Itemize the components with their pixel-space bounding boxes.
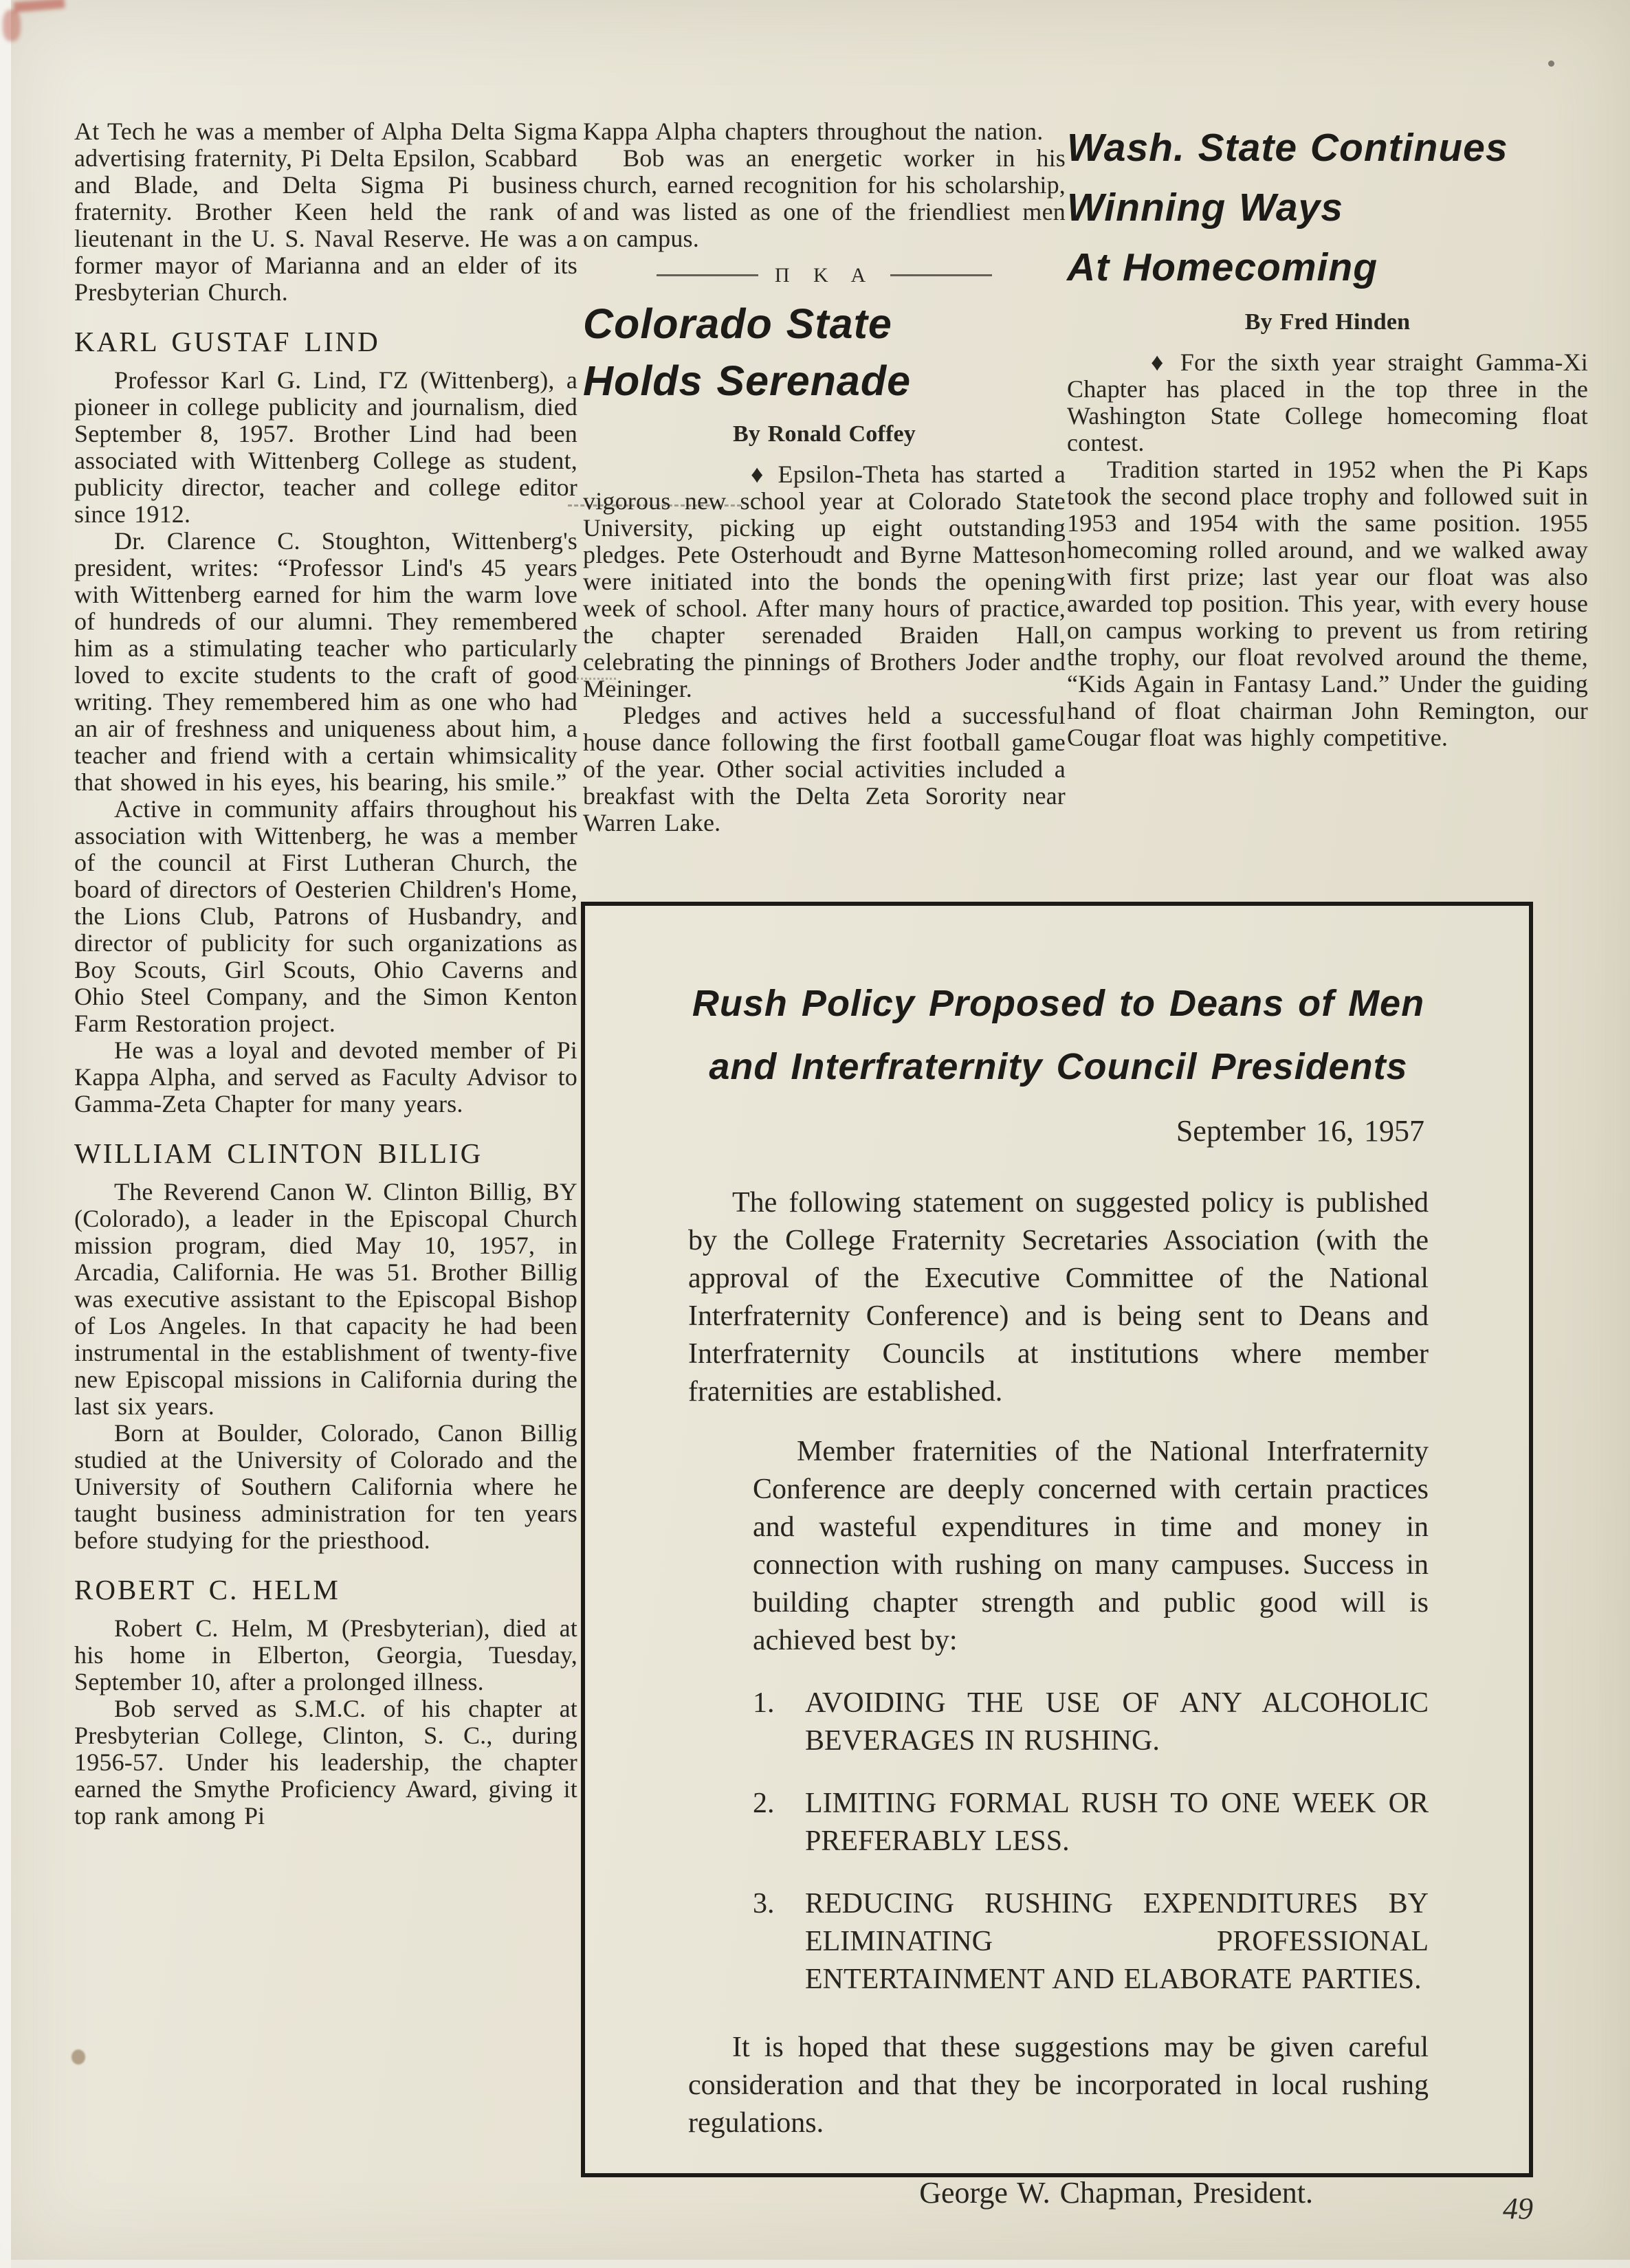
policy-title [688, 972, 1429, 1098]
obituary-paragraph: Kappa Alpha chapters throughout the nation. [583, 118, 1044, 145]
policy-closing: It is hoped that these suggestions may be given careful consideration and that they be incorporated in local rushing regulations. [688, 2032, 1429, 2139]
paper-speck [1548, 60, 1554, 67]
policy-paragraph: Member fraternities of the National Interfraternity Conference are deeply concerned with certain practices and wasteful expenditures in time and money in connection with rushing on many campuses. Success in building chapter strength and public good will is achieved best by: [753, 1436, 1429, 1656]
obituary-continuation [583, 118, 1066, 252]
obituary-paragraph: Bob served as S.M.C. of his chapter at Presbyterian College, Clinton, S. C., during 1956-57. Under his leadership, the chapter earned the Smythe Proficiency Award, giving it top rank among Pi [74, 1695, 577, 1830]
headline-line: Wash. State Continues [1067, 126, 1508, 170]
obituary-paragraph: Professor Karl G. Lind, ΓΖ (Wittenberg), a pioneer in college publicity and journalism, died September 8, 1957. Brother Lind had been associated with Wittenberg College as student, publicity director, teacher and college editor since 1912. [74, 366, 577, 528]
obituary-section-heading: ROBERT C. HELM [74, 1574, 340, 1605]
obituary-paragraph: He was a loyal and devoted member of Pi Kappa Alpha, and served as Faculty Advisor to Gamma-Zeta Chapter for many years. [74, 1036, 577, 1118]
news-paragraph: ♦ For the sixth year straight Gamma-Xi Chapter has placed in the top three in the Washington State College homecoming float contest. [1067, 348, 1588, 456]
policy-item [753, 1785, 1429, 1860]
policy-item-number: 3. [753, 1888, 775, 1920]
right-column [1067, 118, 1588, 751]
obituary-paragraph: Bob was an energetic worker in his church, earned recognition for his scholarship, and was listed as one of the friendliest men on campus. [583, 144, 1066, 252]
news-paragraph: Tradition started in 1952 when the Pi Kaps took the second place trophy and followed suit in 1953 and 1954 with the same position. 1955 homecoming rolled around, and we walked away with first prize; last year our float was also awarded top position. This year, with every house on campus working to prevent us from retiring the trophy, our float revolved around the theme, “Kids Again in Fantasy Land.” Under the guiding hand of float chairman John Remington, our Cougar float was highly competitive. [1067, 456, 1588, 751]
headline-line: Holds Serenade [583, 357, 912, 404]
red-ink-smudge [13, 0, 65, 12]
policy-signature: George W. Chapman, President. [919, 2176, 1313, 2210]
policy-item-text: REDUCING RUSHING EXPENDITURES BY ELIMINATING PROFESSIONAL ENTERTAINMENT AND ELABORATE PARTIES. [805, 1888, 1429, 1995]
obituary-paragraph: Dr. Clarence C. Stoughton, Wittenberg's president, writes: “Professor Lind's 45 years with Wittenberg earned for him the warm love of hundreds of our alumni. They remembered him as a stimulating teacher who particularly loved to excite students to the craft of good writing. They remembered him as one who had an air of freshness and uniqueness about him, a teacher and friend with a certain whimsicality that showed in his eyes, his bearing, his smile.” [74, 527, 577, 796]
headline-line: Rush Policy Proposed to Deans of Men [692, 983, 1425, 1024]
obituary-section-heading: WILLIAM CLINTON BILLIG [74, 1137, 483, 1169]
headline-line: and Interfraternity Council Presidents [709, 1046, 1408, 1087]
article-body [583, 461, 1066, 836]
policy-item-number: 1. [753, 1687, 775, 1719]
policy-item [753, 1885, 1429, 1999]
scan-edge-bottom [0, 2260, 1630, 2268]
headline-line: Colorado State [583, 300, 892, 347]
article-headline-wash-state [1067, 118, 1588, 298]
paper-stain [71, 2049, 85, 2065]
policy-date: September 16, 1957 [1176, 1114, 1424, 1148]
obituary-paragraph: Robert C. Helm, Μ (Presbyterian), died at his home in Elberton, Georgia, Tuesday, September 10, after a prolonged illness. [74, 1614, 577, 1696]
headline-line: Winning Ways [1067, 186, 1343, 230]
obituary-paragraph: At Tech he was a member of Alpha Delta Sigma advertising fraternity, Pi Delta Epsilon, Scabbard and Blade, and Delta Sigma Pi business fraternity. Brother Keen held the rank of lieutenant in the U. S. Naval Reserve. He was a former mayor of Marianna and an elder of its Presbyterian Church. [74, 118, 577, 306]
middle-column [583, 118, 1066, 836]
scan-edge-left [0, 0, 11, 2268]
article-byline: By Ronald Coffey [733, 421, 916, 447]
policy-list [753, 1685, 1429, 1999]
article-byline: By Fred Hinden [1244, 309, 1411, 335]
obituary-paragraph: Active in community affairs throughout his association with Wittenberg, he was a member of the council at First Lutheran Church, the board of directors of Oesterien Children's Home, the Lions Club, Patrons of Husbandry, and director of publicity for such organizations as Boy Scouts, Girl Scouts, Ohio Caverns and Ohio Steel Company, and the Simon Kenton Farm Restoration project. [74, 795, 577, 1037]
red-ink-smudge [3, 10, 21, 41]
divider-rule [890, 274, 992, 276]
policy-item [753, 1685, 1429, 1760]
page-number: 49 [1503, 2192, 1533, 2225]
obituary-section-heading: KARL GUSTAF LIND [74, 326, 380, 357]
obituary-sections [74, 326, 577, 1830]
pka-divider-label: Π Κ Α [774, 264, 874, 287]
news-paragraph: ♦ Epsilon-Theta has started a vigorous new school year at Colorado State University, picking up eight outstanding pledges. Pete Osterhoudt and Byrne Matteson were initiated into the bonds the opening week of school. After many hours of practice, the chapter serenaded Braiden Hall, celebrating the pinnings of Brothers Joder and Meininger. [583, 460, 1066, 702]
left-column [74, 118, 577, 1830]
divider-rule [657, 274, 758, 276]
article-headline-colorado-state [583, 296, 1066, 410]
obituary-paragraph: Born at Boulder, Colorado, Canon Billig studied at the University of Colorado and the University of Southern California where he taught business administration for ten years before studying for the priesthood. [74, 1419, 577, 1554]
policy-item-text: LIMITING FORMAL RUSH TO ONE WEEK OR PREFERABLY LESS. [805, 1788, 1429, 1857]
policy-paragraph: The following statement on suggested policy is published by the College Fraternity Secretaries Association (with the approval of the Executive Committee of the National Interfraternity Conference) and is being sent to Deans and Interfraternity Councils at institutions where member fraternities are established. [688, 1187, 1429, 1408]
pka-divider [583, 262, 1066, 289]
policy-item-number: 2. [753, 1788, 775, 1819]
headline-line: At Homecoming [1067, 245, 1378, 289]
news-paragraph: Pledges and actives held a successful house dance following the first football game of the year. Other social activities included a breakfast with the Delta Zeta Sorority near Warren Lake. [583, 702, 1066, 836]
obituary-paragraph: The Reverend Canon W. Clinton Billig, ΒΥ (Colorado), a leader in the Episcopal Church mission program, died May 10, 1957, in Arcadia, California. He was 51. Brother Billig was executive assistant to the Episcopal Bishop of Los Angeles. In that capacity he had been instrumental in the establishment of twenty-five new Episcopal missions in California during the last six years. [74, 1178, 577, 1420]
policy-item-text: AVOIDING THE USE OF ANY ALCOHOLIC BEVERAGES IN RUSHING. [805, 1687, 1429, 1757]
article-body [1067, 349, 1588, 751]
